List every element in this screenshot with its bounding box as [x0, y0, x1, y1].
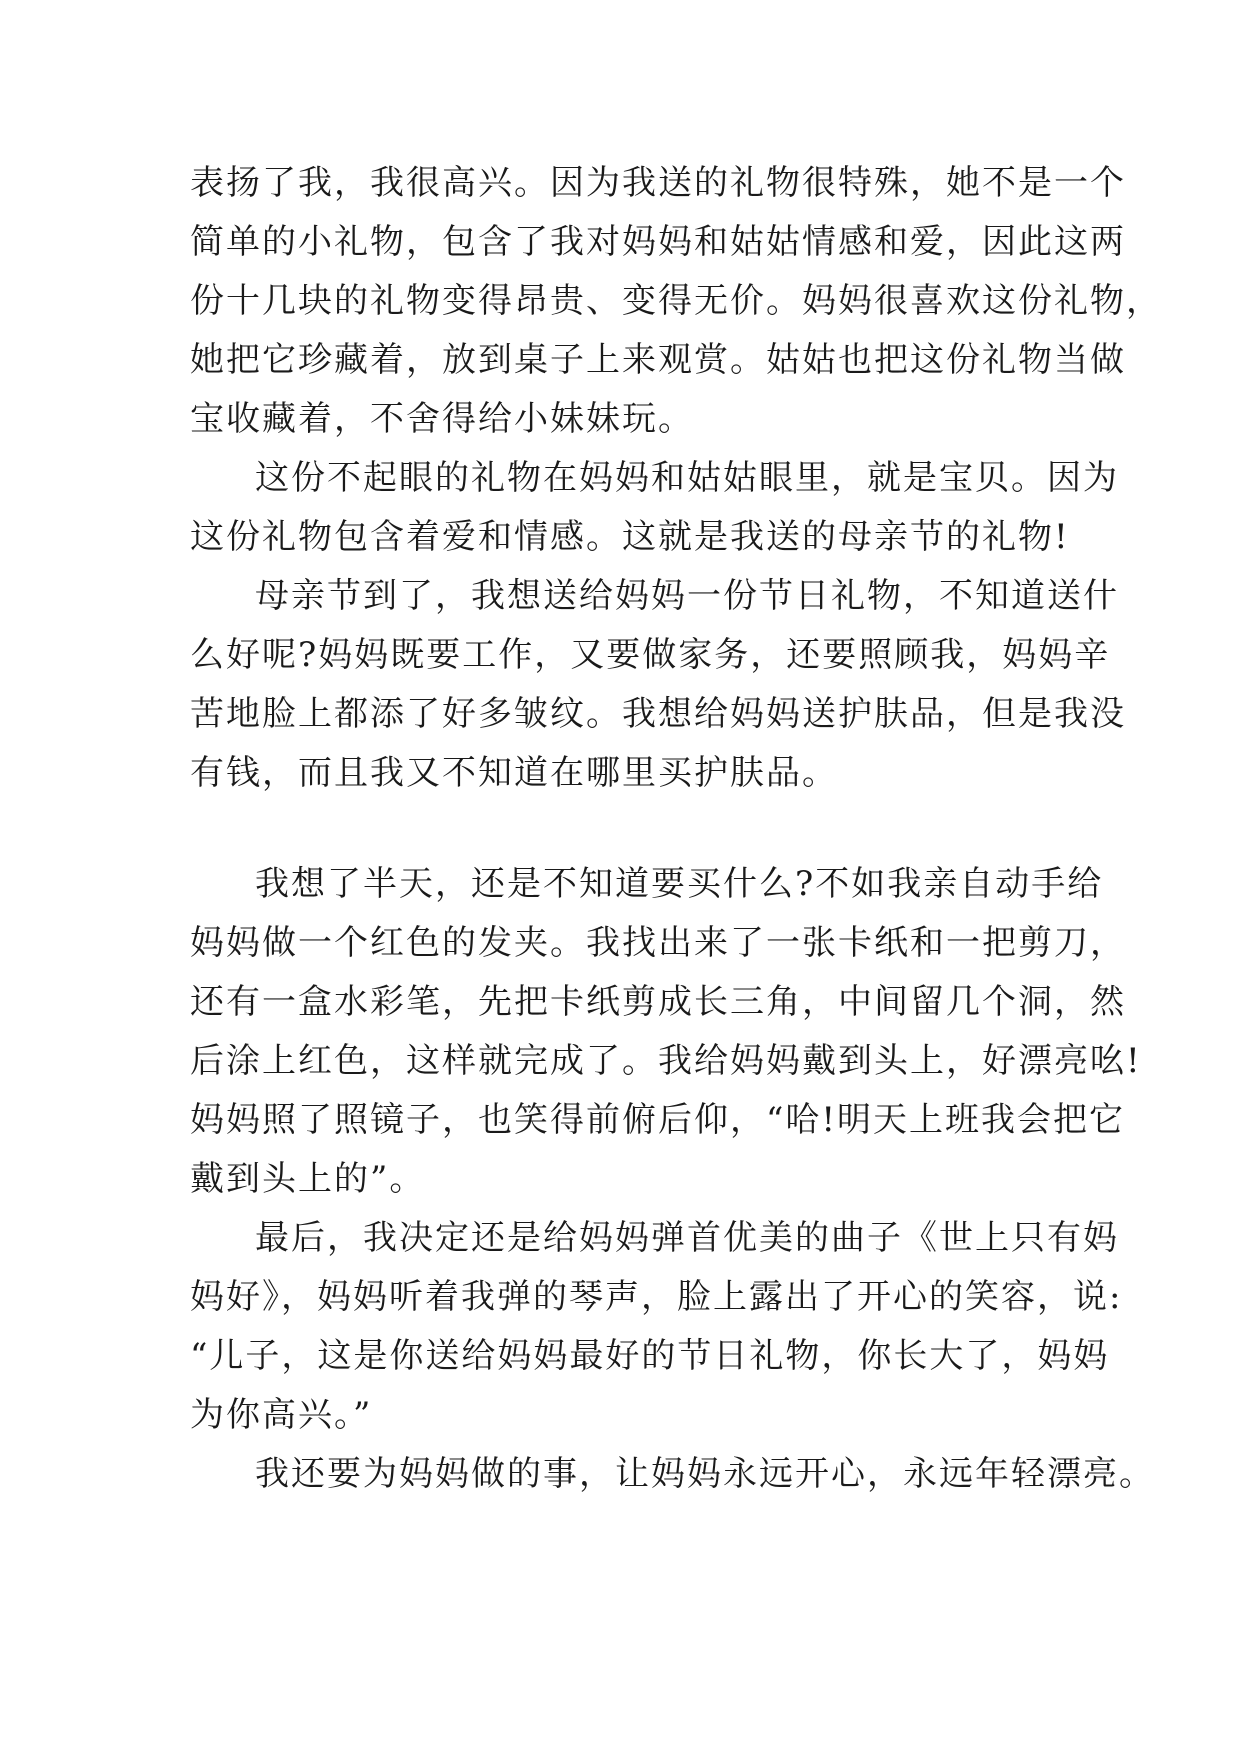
text-line: 么好呢?妈妈既要工作，又要做家务，还要照顾我，妈妈辛 — [190, 635, 1111, 675]
text-line: 为你高兴。” — [190, 1395, 373, 1435]
text-line: 妈妈照了照镜子，也笑得前俯后仰，“哈!明天上班我会把它 — [190, 1100, 1126, 1140]
text-line: 她把它珍藏着，放到桌子上来观赏。姑姑也把这份礼物当做 — [190, 340, 1126, 380]
text-line: 简单的小礼物，包含了我对妈妈和姑姑情感和爱，因此这两 — [190, 222, 1126, 262]
text-line: 我想了半天，还是不知道要买什么?不如我亲自动手给 — [255, 864, 1104, 904]
text-line: 妈妈做一个红色的发夹。我找出来了一张卡纸和一把剪刀， — [190, 923, 1126, 963]
text-line: 表扬了我，我很高兴。因为我送的礼物很特殊，她不是一个 — [190, 163, 1126, 203]
text-line: 最后，我决定还是给妈妈弹首优美的曲子《世上只有妈 — [255, 1218, 1119, 1258]
text-line: 母亲节到了，我想送给妈妈一份节日礼物，不知道送什 — [255, 576, 1119, 616]
text-line: 戴到头上的”。 — [190, 1159, 426, 1199]
text-line: 有钱，而且我又不知道在哪里买护肤品。 — [190, 753, 838, 793]
text-line: 我还要为妈妈做的事，让妈妈永远开心，永远年轻漂亮。 — [255, 1454, 1155, 1494]
text-line: “儿子，这是你送给妈妈最好的节日礼物，你长大了，妈妈 — [190, 1336, 1110, 1376]
text-line: 妈好》，妈妈听着我弹的琴声，脸上露出了开心的笑容，说: — [190, 1277, 1123, 1317]
text-line: 这份不起眼的礼物在妈妈和姑姑眼里，就是宝贝。因为 — [255, 458, 1119, 498]
text-line: 份十几块的礼物变得昂贵、变得无价。妈妈很喜欢这份礼物， — [190, 281, 1162, 321]
text-line: 苦地脸上都添了好多皱纹。我想给妈妈送护肤品，但是我没 — [190, 694, 1126, 734]
text-line: 这份礼物包含着爱和情感。这就是我送的母亲节的礼物! — [190, 517, 1070, 557]
text-line: 后涂上红色，这样就完成了。我给妈妈戴到头上，好漂亮吆! — [190, 1041, 1142, 1081]
text-line: 还有一盒水彩笔，先把卡纸剪成长三角，中间留几个洞，然 — [190, 982, 1126, 1022]
text-line: 宝收藏着，不舍得给小妹妹玩。 — [190, 399, 694, 439]
